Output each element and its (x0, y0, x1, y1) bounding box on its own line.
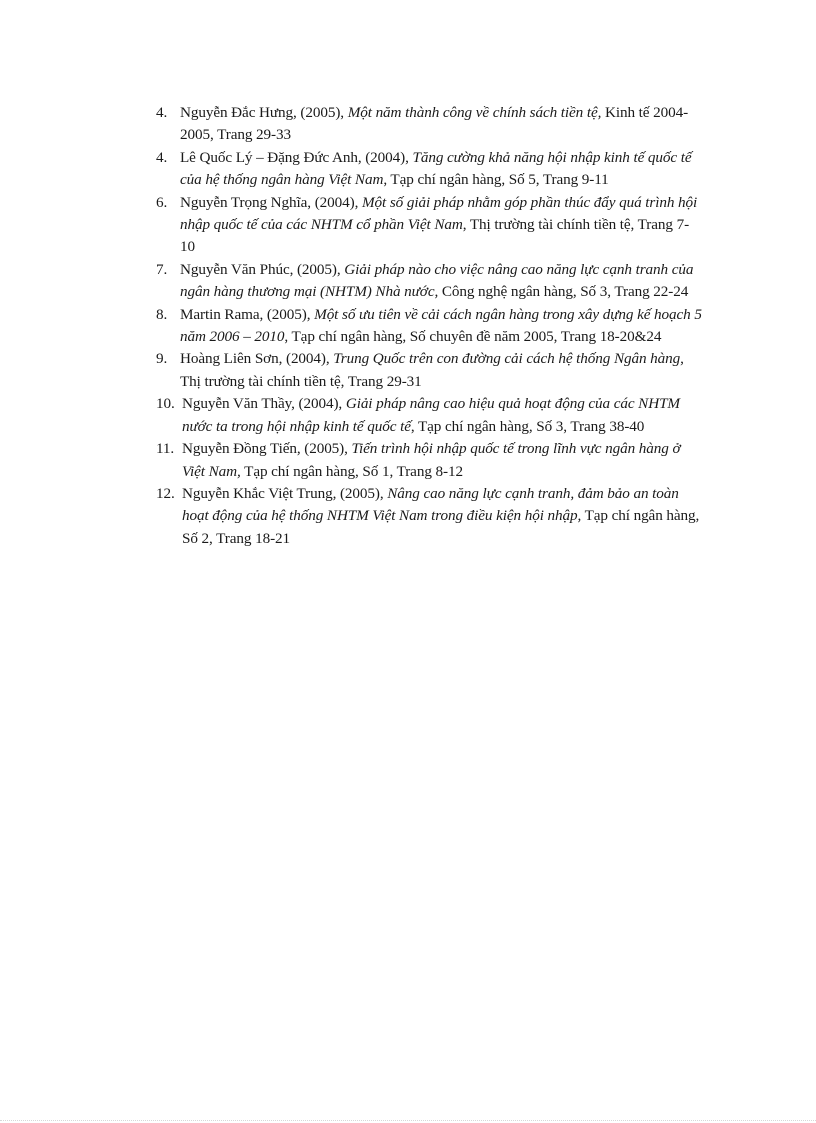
reference-number: 9. (156, 350, 168, 368)
reference-title: Giải pháp nâng cao hiệu quả hoạt động của các NHTM nước ta trong hội nhập kinh tế quốc tế (182, 395, 680, 435)
reference-number: 6. (156, 193, 168, 211)
reference-item (156, 259, 704, 304)
reference-item (156, 304, 704, 349)
reference-item (156, 102, 704, 147)
reference-number: 11. (156, 440, 175, 458)
reference-author: Nguyễn Văn Thầy, (2004), (182, 395, 346, 413)
reference-number: 4. (156, 148, 168, 166)
reference-source: , Thị trường tài chính tiền tệ, Trang 29-31 (180, 350, 684, 390)
page-bottom-divider (0, 1120, 816, 1122)
reference-item (156, 192, 704, 259)
reference-number: 10. (156, 395, 175, 413)
reference-author: Lê Quốc Lý – Đặng Đức Anh, (2004), (180, 148, 413, 166)
reference-title: Một số ưu tiên về cải cách ngân hàng trong xây dựng kế hoạch 5 năm 2006 – 2010 (180, 305, 702, 346)
reference-list (156, 102, 704, 550)
reference-number: 7. (156, 260, 168, 278)
reference-number: 12. (156, 484, 175, 502)
reference-item (156, 438, 704, 483)
reference-author: Nguyễn Đồng Tiến, (2005), (182, 440, 352, 458)
reference-author: Nguyễn Khắc Việt Trung, (2005), (182, 484, 388, 502)
reference-source: Công nghệ ngân hàng, Số 3, Trang 22-24 (438, 283, 689, 301)
reference-source: , Tạp chí ngân hàng, Số 3, Trang 38-40 (410, 417, 645, 435)
reference-item (156, 483, 704, 550)
reference-source: Tạp chí ngân hàng, Số 2, Trang 18-21 (182, 507, 700, 547)
reference-title: Một số giải pháp nhằm góp phần thúc đẩy quá trình hội nhập quốc tế của các NHTM cổ phần Việt Nam (180, 193, 698, 234)
reference-number: 4. (156, 104, 168, 121)
reference-author: Nguyễn Trọng Nghĩa, (2004), (180, 193, 362, 211)
reference-title: Tiến trình hội nhập quốc tế trong lĩnh vực ngân hàng ở Việt Nam, (182, 440, 681, 480)
reference-author: Nguyễn Đắc Hưng, (2005), (180, 104, 348, 121)
reference-author: Hoàng Liên Sơn, (2004), (180, 350, 334, 368)
reference-title: Tăng cường khả năng hội nhập kinh tế quốc tế của hệ thống ngân hàng Việt Nam (180, 148, 692, 189)
reference-source: Tạp chí ngân hàng, Số 1, Trang 8-12 (240, 462, 463, 480)
reference-number: 8. (156, 305, 168, 323)
reference-source: Kinh tế 2004-2005, Trang 29-33 (180, 104, 689, 144)
reference-title: Một năm thành công về chính sách tiền tệ, (347, 104, 602, 121)
reference-source: , Thị trường tài chính tiền tệ, Trang 7-10 (180, 216, 690, 256)
reference-item (156, 393, 704, 438)
reference-author: Nguyễn Văn Phúc, (2005), (180, 260, 345, 278)
reference-item (156, 147, 704, 192)
reference-title: Giải pháp nào cho việc nâng cao năng lực cạnh tranh của ngân hàng thương mại (NHTM) Nhà nước, (180, 260, 694, 301)
reference-source: , Tạp chí ngân hàng, Số 5, Trang 9-11 (383, 171, 609, 189)
reference-author: Martin Rama, (2005), (180, 305, 315, 323)
reference-title: Trung Quốc trên con đường cải cách hệ thống Ngân hàng (333, 350, 681, 368)
reference-title: Nâng cao năng lực cạnh tranh, đảm bảo an toàn hoạt động của hệ thống NHTM Việt Nam trong điều kiện hội nhập, (182, 484, 679, 525)
reference-source: , Tạp chí ngân hàng, Số chuyên đề năm 2005, Trang 18-20&24 (284, 328, 662, 346)
reference-item (156, 348, 704, 393)
